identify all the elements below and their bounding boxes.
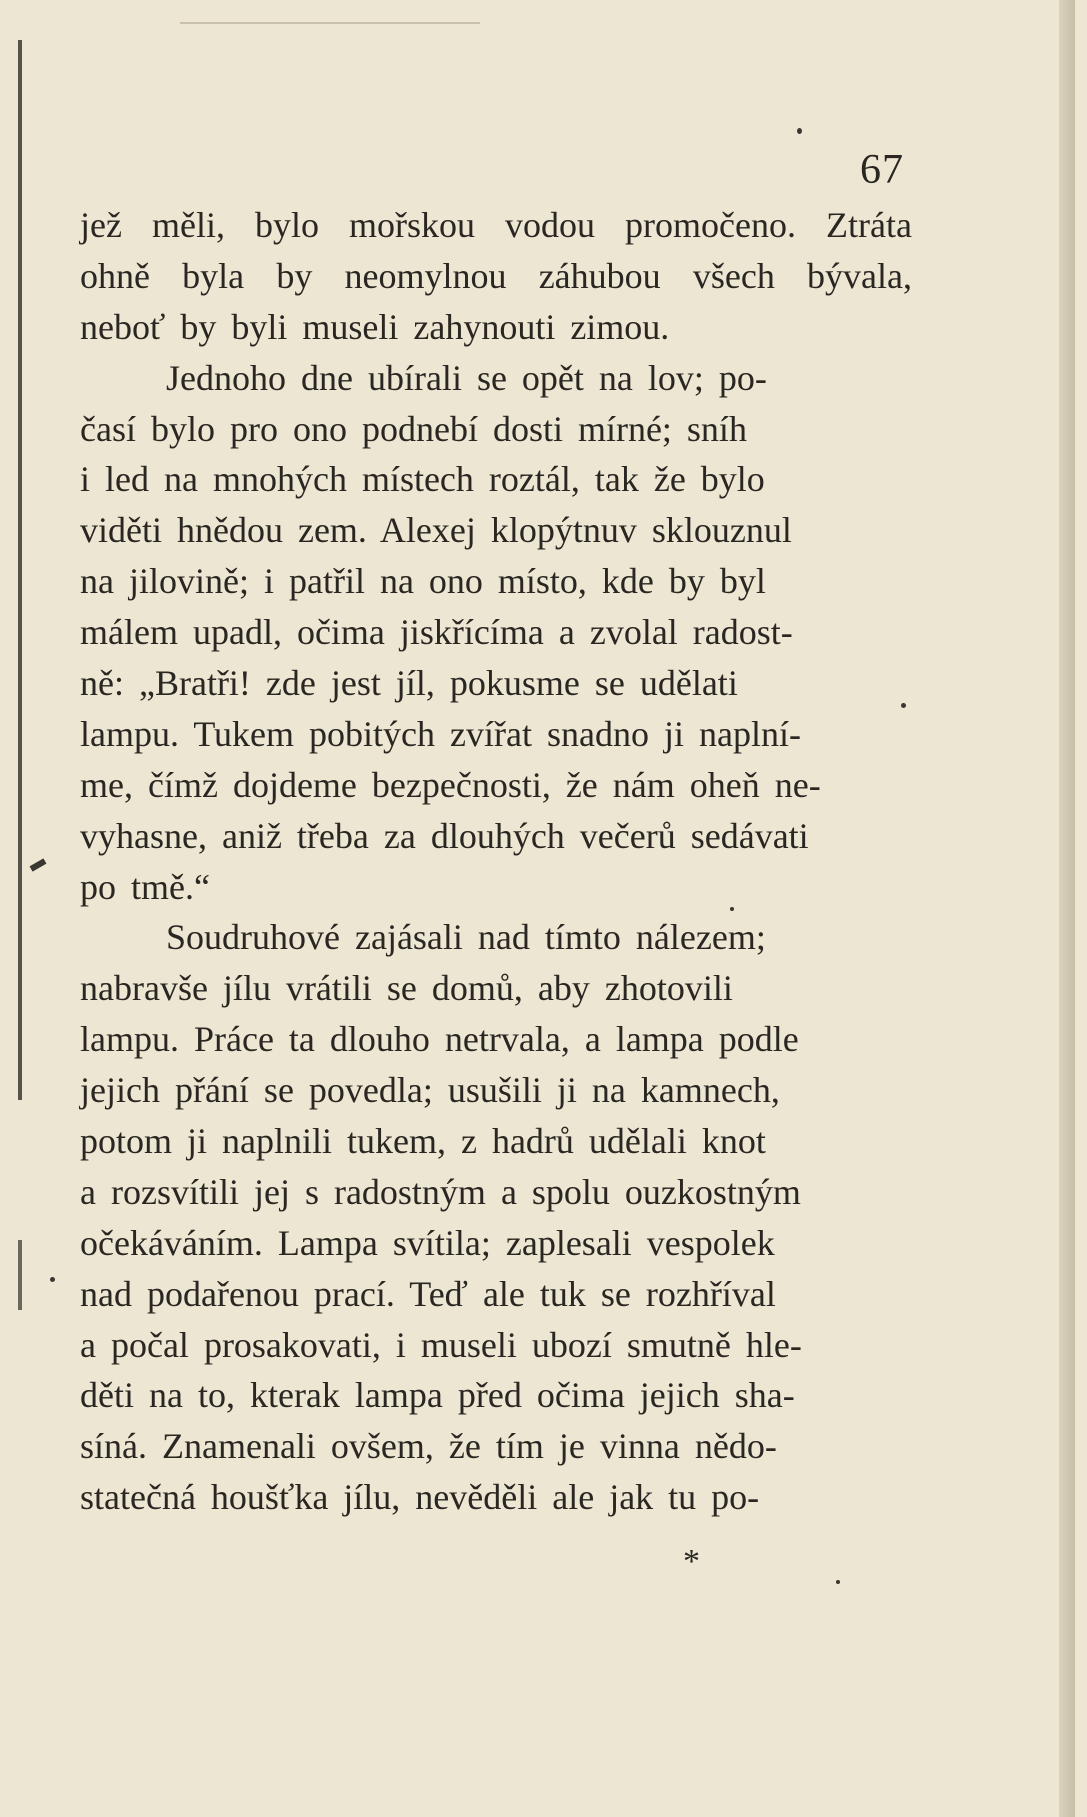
page-number: 67 (860, 147, 904, 193)
ink-speck (797, 128, 802, 134)
text-line: nad podařenou prací. Teď ale tuk se rozhříval (80, 1273, 776, 1314)
ink-speck (901, 703, 906, 708)
text-line: a rozsvítili jej s radostným a spolu ouzkostným (80, 1171, 801, 1212)
text-line: viděti hnědou zem. Alexej klopýtnuv sklouznul (80, 510, 792, 551)
ink-speck (730, 907, 734, 911)
text-line: nabravše jílu vrátili se domů, aby zhotovili (80, 968, 733, 1009)
paragraph-start-line: Soudruhové zajásali nad tímto nálezem; (166, 917, 766, 958)
text-line: lampu. Tukem pobitých zvířat snadno ji naplní- (80, 713, 801, 754)
text-line: časí bylo pro ono podnebí dosti mírné; sníh (80, 408, 747, 449)
ink-speck (50, 1277, 55, 1282)
text-line: očekáváním. Lampa svítila; zaplesali vespolek (80, 1222, 775, 1263)
text-line: i led na mnohých místech roztál, tak že bylo (80, 459, 765, 500)
signature-mark: * (683, 1543, 700, 1580)
page-right-edge-shadow (1059, 0, 1075, 1817)
text-line: jež měli, bylo mořskou vodou promočeno. Ztráta (80, 205, 912, 245)
text-line: a počal prosakovati, i museli ubozí smutně hle- (80, 1324, 802, 1365)
text-line: ně: „Bratři! zde jest jíl, pokusme se udělati (80, 663, 738, 704)
binding-edge-line (18, 40, 22, 1100)
binding-edge-line-lower (18, 1240, 22, 1310)
top-edge-rule (180, 22, 480, 24)
text-line: me, čímž dojdeme bezpečnosti, že nám oheň ne- (80, 764, 821, 805)
text-line: neboť by byli museli zahynouti zimou. (80, 306, 670, 347)
ink-speck (836, 1580, 840, 1584)
text-line: ohně byla by neomylnou záhubou všech bývala, (80, 255, 912, 296)
text-line: statečná houšťka jílu, nevěděli ale jak tu po- (80, 1477, 760, 1518)
text-line: po tmě.“ (80, 866, 210, 907)
text-line: jejich přání se povedla; usušili ji na kamnech, (80, 1070, 780, 1111)
text-line: málem upadl, očima jiskřícíma a zvolal radost- (80, 612, 793, 653)
text-line: potom ji naplnili tukem, z hadrů udělali knot (80, 1121, 766, 1162)
text-line: děti na to, kterak lampa před očima jejich sha- (80, 1375, 795, 1416)
paragraph-start-line: Jednoho dne ubírali se opět na lov; po- (166, 357, 767, 398)
text-line: na jilovině; i patřil na ono místo, kde by byl (80, 561, 766, 602)
text-line: síná. Znamenali ovšem, že tím je vinna nědo- (80, 1426, 777, 1467)
text-line: vyhasne, aniž třeba za dlouhých večerů sedávati (80, 815, 809, 856)
body-text (80, 200, 912, 1523)
text-line: lampu. Práce ta dlouho netrvala, a lampa podle (80, 1019, 799, 1060)
margin-mark (30, 858, 47, 871)
